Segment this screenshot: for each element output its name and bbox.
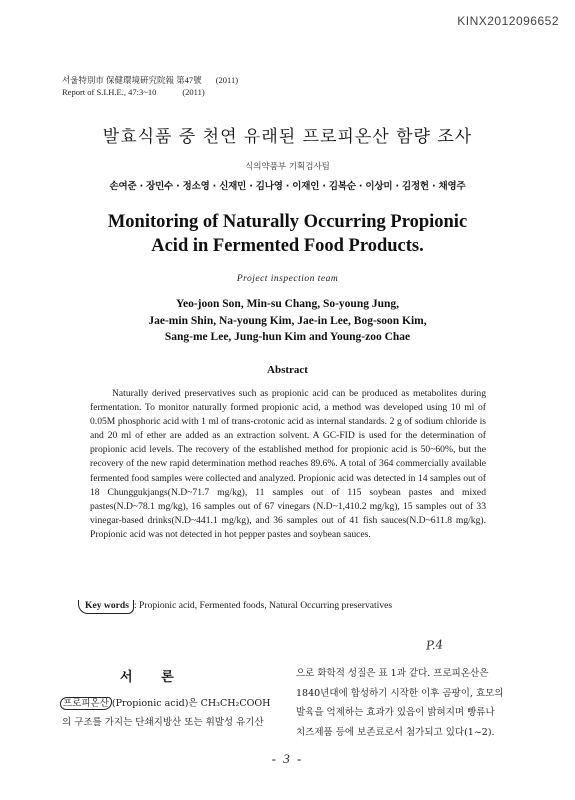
authors-english-line-3: Sang-me Lee, Jung-hun Kim and Young-zoo Chae — [164, 331, 411, 343]
body-left-column — [62, 694, 282, 732]
page-number: - 3 - — [271, 751, 304, 766]
body-right-column — [296, 664, 532, 742]
keywords — [78, 600, 498, 614]
journal-name-ko: 서울特別市 保健環境硏究院報 第47號 — [62, 75, 202, 85]
title-korean: 발효식품 중 천연 유래된 프로피온산 함량 조사 — [102, 127, 473, 147]
abstract-heading: Abstract — [267, 364, 308, 376]
journal-year-ko: (2011) — [215, 75, 239, 85]
section-title-introduction: 서 론 — [120, 670, 186, 685]
title-english-line-1: Monitoring of Naturally Occurring Propionic — [107, 212, 468, 232]
journal-name-en: Report of S.I.H.E., 47:3~10 — [62, 87, 157, 97]
body-right-line-3: 발육을 억제하는 효과가 있음이 밝혀지며 빵류나 — [296, 707, 495, 718]
authors-english-line-2: Jae-min Shin, Na-young Kim, Jae-in Lee, Bog-soon Kim, — [148, 314, 427, 327]
keywords-label: Key words — [78, 600, 134, 614]
circled-term: 프로피온산 — [60, 697, 112, 710]
authors-korean: 손여준 · 장민수 · 정소영 · 신재민 · 김나영 · 이재인 · 김복순 · 이상미 · 김정헌 · 채영주 — [109, 181, 466, 192]
team-english: Project inspection team — [236, 274, 339, 284]
authors-english — [0, 296, 575, 346]
journal-year-en: (2011) — [182, 87, 205, 97]
keywords-text: : Propionic acid, Fermented foods, Natural Occurring preservatives — [133, 600, 393, 611]
title-english — [0, 210, 575, 258]
journal-line-en — [62, 86, 238, 98]
department-korean: 식의약품부 기획검사팀 — [245, 162, 330, 172]
title-english-line-2: Acid in Fermented Food Products. — [151, 236, 424, 256]
journal-citation — [62, 74, 238, 98]
document-id: KINX2012096652 — [457, 14, 559, 28]
body-right-line-1: 으로 화학적 성질은 표 1과 같다. 프로피온산은 — [296, 668, 489, 679]
body-right-line-2: 1840년대에 합성하기 시작한 이후 곰팡이, 효모의 — [296, 687, 504, 699]
authors-english-line-1: Yeo-joon Son, Min-su Chang, So-young Jung, — [175, 298, 400, 310]
body-left-line-2: 의 구조를 가지는 단쇄지방산 또는 휘발성 유기산 — [62, 717, 264, 728]
handwritten-note: P.4 — [425, 637, 444, 653]
abstract-body: Naturally derived preservatives such as propionic acid can be produced as metabolites during fermentation. To monitor naturally formed propionic acid, a method was developed using 10 ml of 0.05M phosphoric acid with 1 ml of trans-crotonic acid as internal standards. 2 g of sodium chloride is and 20 ml of ether are added as an extraction solvent. A GC-FID is used for the determination of propionic acid levels. The recovery of the established method for propionic acid is 50~60%, but the recovery of the new rapid determination method reaches 89.6%. A total of 364 commercially available fermented food samples were collected and analyzed. Propionic acid was detected in 14 samples out of 18 Chunggukjangs(N.D~71.7 mg/kg), 11 samples out of 115 soybean pastes and mixed pastes(N.D~78.1 mg/kg), 16 samples out of 67 vinegars (N.D~1,410.2 mg/kg), 15 samples out of 33 vinegar-based drinks(N.D~441.1 mg/kg), and 36 samples out of 41 fish sauces(N.D~611.8 mg/kg). Propionic acid was not detected in hot pepper pastes and soybean sauces. — [90, 388, 486, 540]
journal-line-ko — [62, 74, 238, 86]
body-left-line-1 — [62, 694, 282, 713]
body-right-line-4: 치즈제품 등에 보존료로서 첨가되고 있다(1~2). — [296, 726, 495, 738]
body-left-line-1-rest: (Propionic acid)은 CH₃CH₂COOH — [111, 698, 271, 709]
